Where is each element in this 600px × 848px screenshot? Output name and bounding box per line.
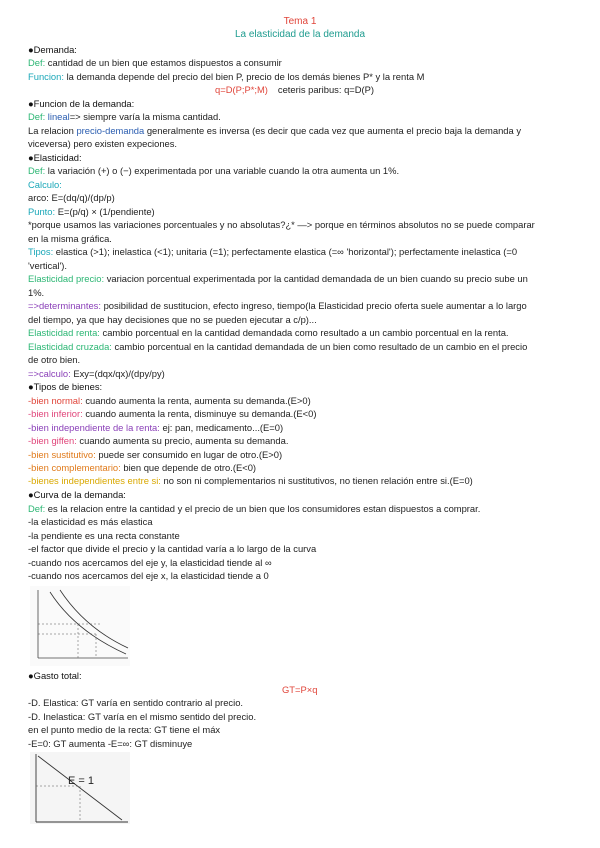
gasto-item: -D. Inelastica: GT varía en el mismo sentido del precio. (28, 711, 257, 722)
bien-label: -bienes independientes entre si: (28, 475, 161, 487)
porque-note-cont: en la misma gráfica. (28, 233, 112, 244)
bien-label: -bien giffen: (28, 435, 77, 447)
bien-label: -bien sustitutivo: (28, 448, 96, 460)
heading-curva: ●Curva de la demanda: (28, 489, 126, 500)
demanda-formula: q=D(P;P*;M) ceteris paribus: q=D(P) (215, 84, 375, 95)
bien-text: cuando aumenta la renta, disminuye su demanda.(E<0) (82, 408, 317, 420)
bien-label: -bien independiente de la renta: (28, 421, 160, 433)
curva-item: -la pendiente es una recta constante (28, 530, 180, 541)
porque-note: *porque usamos las variaciones porcentuales y no absolutas?¿* —> porque en términos absolutos no se puede comparar (28, 219, 535, 230)
bien-label: -bien complementario: (28, 462, 121, 473)
gasto-item: en el punto medio de la recta: GT tiene el máx (28, 724, 221, 735)
doc-title: Tema 1 (283, 16, 317, 27)
gasto-formula: GT=P×q (282, 684, 318, 695)
bien-item (28, 395, 573, 407)
doc-subtitle: La elasticidad de la demanda (234, 29, 366, 40)
bien-text: cuando aumenta su precio, aumenta su demanda. (76, 435, 289, 447)
bien-label: -bien normal: (28, 395, 83, 406)
heading-gasto: ●Gasto total: (28, 670, 82, 681)
bien-item (28, 422, 573, 434)
tipos-elasticidad: Tipos: elastica (>1); inelastica (<1); unitaria (=1); perfectamente elastica (=∞ 'horizontal'); perfectamente inelastica (=0 (28, 246, 518, 257)
tipos-elasticidad-cont: 'vertical'). (28, 260, 68, 271)
heading-tipos-bienes: ●Tipos de bienes: (28, 381, 103, 392)
elasticidad-precio-cont: 1%. (28, 287, 45, 298)
elasticidad-cruzada-cont: de otro bien. (28, 354, 81, 365)
heading-demanda: ●Demanda: (28, 44, 77, 55)
punto-formula: Punto: E=(p/q) × (1/pendiente) (28, 206, 155, 217)
determinantes: =>determinantes: posibilidad de sustitucion, efecto ingreso, tiempo(la Elasticidad precio oferta suele aumentar a lo largo (28, 300, 527, 311)
bien-item (28, 449, 573, 461)
bien-text: cuando aumenta la renta, aumenta su demanda.(E>0) (82, 395, 311, 406)
curva-item: -cuando nos acercamos del eje x, la elasticidad tiende a 0 (28, 570, 269, 581)
calculo-label: Calculo: (28, 179, 62, 190)
curva-item: -la elasticidad es más elastica (28, 516, 153, 527)
elasticidad-renta: Elasticidad renta: cambio porcentual en la cantidad demandada como resultado a un cambio porcentual en la renta. (28, 327, 509, 338)
curva-def: Def: es la relacion entre la cantidad y el precio de un bien que los consumidores estan dispuestos a comprar. (28, 503, 481, 514)
bien-text: bien que depende de otro.(E<0) (120, 462, 257, 473)
funcion-label: Funcion: (28, 71, 64, 82)
demanda-funcion: Funcion: la demanda depende del precio del bien P, precio de los demás bienes P* y la renta M (28, 71, 425, 82)
demanda-def: Def: cantidad de un bien que estamos dispuestos a consumir (28, 57, 282, 68)
demand-curve-sketch (30, 586, 130, 666)
elasticidad-precio: Elasticidad precio: variacion porcentual experimentada por la cantidad demandada de un bien cuando su precio sube un (28, 273, 528, 284)
determinantes-cont: del tiempo, ya que hay decisiones que no se pueden ejecutar a c/p)... (28, 314, 317, 325)
gasto-sketch (30, 752, 130, 824)
gasto-item: -E=0: GT aumenta -E=∞: GT disminuye (28, 738, 193, 749)
bien-item (28, 435, 573, 447)
bien-item (28, 408, 573, 420)
funcion-relacion: La relacion precio-demanda generalmente es inversa (es decir que cada vez que aumenta el precio baja la demanda y (28, 125, 522, 136)
def-label: Def: (28, 57, 46, 68)
sketch-label: E = 1 (68, 775, 94, 787)
arco-formula: arco: E=(dq/q)/(dp/p) (28, 192, 115, 203)
elasticidad-def: Def: la variación (+) o (−) experimentada por una variable cuando la otra aumenta un 1%. (28, 165, 400, 176)
elasticidad-cruzada: Elasticidad cruzada: cambio porcentual en la cantidad demandada de un bien como resultado de un cambio en el precio (28, 341, 528, 352)
calculo-cruzada: =>calculo: Exy=(dqx/qx)/(dpy/py) (28, 368, 165, 379)
bien-item (28, 462, 573, 474)
heading-funcion: ●Funcion de la demanda: (28, 98, 135, 109)
heading-elasticidad: ●Elasticidad: (28, 152, 82, 163)
curva-item: -el factor que divide el precio y la cantidad varía a lo largo de la curva (28, 543, 317, 554)
curva-item: -cuando nos acercamos del eje y, la elasticidad tiende al ∞ (28, 557, 272, 568)
bien-item (28, 475, 573, 487)
gasto-item: -D. Elastica: GT varía en sentido contrario al precio. (28, 697, 244, 708)
bien-label: -bien inferior: (28, 408, 83, 420)
bien-text: puede ser consumido en lugar de otro.(E>0) (95, 448, 283, 460)
bien-text: no son ni complementarios ni sustitutivos, no tienen relación entre si.(E=0) (160, 475, 473, 487)
funcion-def: Def: lineal=> siempre varía la misma cantidad. (28, 111, 221, 122)
bien-text: ej: pan, medicamento...(E=0) (159, 421, 284, 433)
funcion-relacion-cont: viceversa) pero existen expeciones. (28, 138, 178, 149)
